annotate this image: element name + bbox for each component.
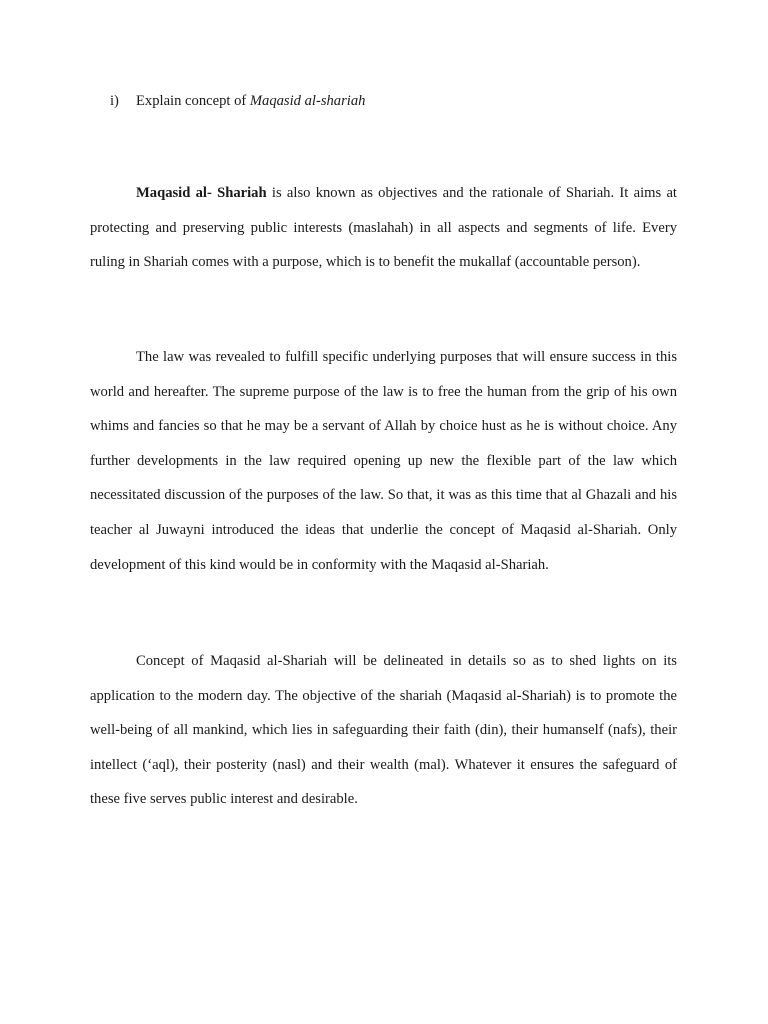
paragraph-1-text: is also known as objectives and the rationale of Shariah. It aims at protecting and preserving public interests (maslahah) in all aspects and segments of life. Every ruling in Shariah comes with a purpose, which is to benefit the mukallaf (accountable person).: [90, 185, 677, 271]
paragraph-3-text: Concept of Maqasid al-Shariah will be delineated in details so as to shed lights on its application to the modern day. The objective of the shariah (Maqasid al-Shariah) is to promote the well-being of all mankind, which lies in safeguarding their faith (din), their humanself (nafs), their intellect (‘aql), their posterity (nasl) and their wealth (mal). Whatever it ensures the safeguard of these five serves public interest and desirable.: [90, 653, 677, 808]
paragraph-1: [90, 176, 677, 280]
paragraph-3: [90, 644, 677, 817]
question-text: Explain concept of: [136, 93, 250, 109]
paragraph-1-bold-term: Maqasid al- Shariah: [136, 185, 267, 201]
question-heading: [110, 90, 365, 112]
paragraph-2-text: The law was revealed to fulfill specific underlying purposes that will ensure success in this world and hereafter. The supreme purpose of the law is to free the human from the grip of his own whims and fancies so that he may be a servant of Allah by choice hust as he is without choice. Any further developments in the law required opening up new the flexible part of the law which necessitated discussion of the purposes of the law. So that, it was as this time that al Ghazali and his teacher al Juwayni introduced the ideas that underlie the concept of Maqasid al-Shariah. Only development of this kind would be in conformity with the Maqasid al-Shariah.: [90, 349, 677, 573]
question-emphasis: Maqasid al-shariah: [249, 93, 366, 109]
paragraph-2: [90, 340, 677, 582]
question-number: i): [110, 93, 119, 109]
